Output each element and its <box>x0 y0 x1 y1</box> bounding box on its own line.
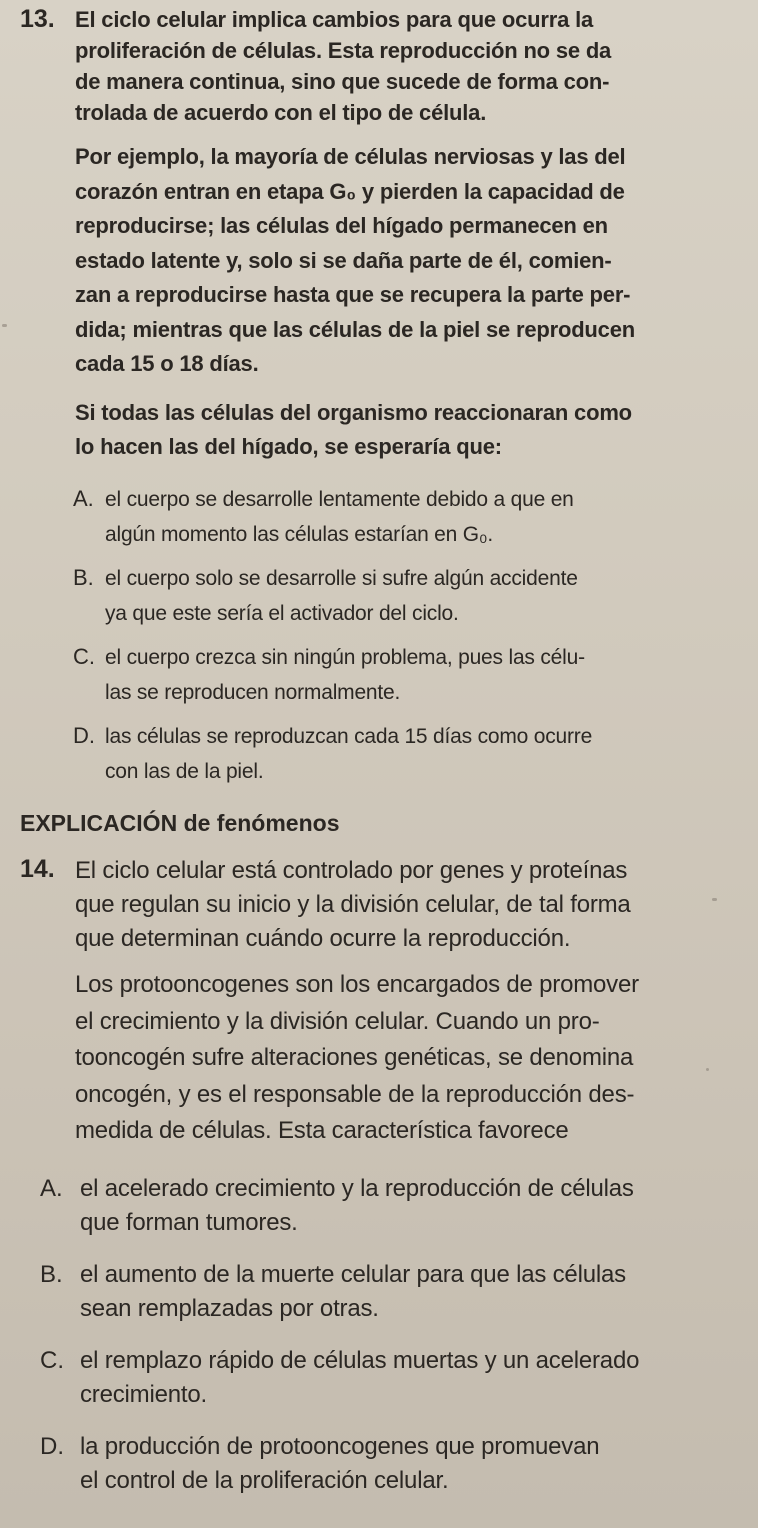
question-14-context <box>75 967 730 1150</box>
paper-speck <box>706 1068 709 1071</box>
paper-speck <box>712 898 717 901</box>
context-line: medida de células. Esta característica favorece <box>75 1117 569 1144</box>
option-line: ya que este sería el activador del ciclo. <box>105 601 459 625</box>
context-line: Los protooncogenes son los encargados de promover <box>75 971 639 998</box>
option-line: la producción de protooncogenes que promuevan <box>80 1432 600 1460</box>
stem-line: proliferación de células. Esta reproducción no se da <box>75 38 612 63</box>
stem-line: de manera continua, sino que sucede de forma con- <box>75 69 610 94</box>
question-14-options <box>40 1172 730 1498</box>
paper-speck <box>2 324 7 327</box>
example-line: cada 15 o 18 días. <box>75 351 259 376</box>
option-line: el cuerpo solo se desarrolle si sufre algún accidente <box>105 566 578 590</box>
stem-line: El ciclo celular implica cambios para que ocurra la <box>75 7 594 32</box>
option-letter: C. <box>73 643 95 669</box>
question-14 <box>20 854 730 1516</box>
question-14-stem <box>20 854 730 956</box>
question-13 <box>20 4 730 798</box>
option-line: el cuerpo se desarrolle lentamente debido a que en <box>105 487 574 511</box>
option-letter: A. <box>73 485 94 511</box>
stem-line: trolada de acuerdo con el tipo de célula. <box>75 100 487 125</box>
option-line: el control de la proliferación celular. <box>80 1466 449 1494</box>
context-line: oncogén, y es el responsable de la reproducción des- <box>75 1080 635 1108</box>
question-number: 13. <box>20 5 55 33</box>
question-13-example <box>75 140 730 382</box>
context-line: el crecimiento y la división celular. Cuando un pro- <box>75 1007 600 1035</box>
option-letter: D. <box>40 1432 64 1460</box>
option-b[interactable] <box>40 1258 730 1326</box>
option-d[interactable] <box>40 1430 730 1498</box>
option-letter: B. <box>40 1260 63 1288</box>
option-letter: D. <box>73 722 95 748</box>
prompt-line: lo hacen las del hígado, se esperaría que: <box>75 433 502 459</box>
option-line: el acelerado crecimiento y la reproducción de células <box>80 1174 634 1202</box>
option-line: las células se reproduzcan cada 15 días como ocurre <box>105 724 593 748</box>
example-line: zan a reproducirse hasta que se recupera la parte per- <box>75 282 631 307</box>
option-line: el cuerpo crezca sin ningún problema, pues las célu- <box>105 645 585 669</box>
option-line: crecimiento. <box>80 1380 207 1408</box>
option-line: algún momento las células estarían en G₀. <box>105 522 494 546</box>
option-a[interactable] <box>73 482 730 552</box>
section-heading: EXPLICACIÓN de fenómenos <box>20 810 340 836</box>
option-line: sean remplazadas por otras. <box>80 1294 379 1322</box>
stem-line: que determinan cuándo ocurre la reproducción. <box>75 925 571 952</box>
option-line: las se reproducen normalmente. <box>105 680 401 704</box>
example-line: estado latente y, solo si se daña parte de él, comien- <box>75 247 612 273</box>
option-letter: C. <box>40 1346 64 1374</box>
context-line: tooncogén sufre alteraciones genéticas, se denomina <box>75 1044 634 1071</box>
example-line: Por ejemplo, la mayoría de células nerviosas y las del <box>75 144 626 169</box>
option-a[interactable] <box>40 1172 730 1240</box>
question-13-prompt <box>75 396 730 464</box>
example-line: corazón entran en etapa G₀ y pierden la capacidad de <box>75 178 625 204</box>
prompt-line: Si todas las células del organismo reaccionaran como <box>75 399 632 425</box>
stem-line: El ciclo celular está controlado por genes y proteínas <box>75 857 628 884</box>
example-line: dida; mientras que las células de la piel se reproducen <box>75 316 635 342</box>
option-line: que forman tumores. <box>80 1208 298 1236</box>
option-letter: B. <box>73 564 94 590</box>
option-c[interactable] <box>73 640 730 710</box>
stem-line: que regulan su inicio y la división celular, de tal forma <box>75 891 631 918</box>
option-line: el aumento de la muerte celular para que las células <box>80 1260 626 1288</box>
option-line: el remplazo rápido de células muertas y un acelerado <box>80 1346 640 1374</box>
question-13-options <box>73 482 730 789</box>
question-13-stem <box>20 4 730 128</box>
question-number: 14. <box>20 855 55 883</box>
option-d[interactable] <box>73 719 730 789</box>
option-letter: A. <box>40 1174 63 1202</box>
option-line: con las de la piel. <box>105 759 264 783</box>
option-b[interactable] <box>73 561 730 631</box>
example-line: reproducirse; las células del hígado permanecen en <box>75 213 608 238</box>
option-c[interactable] <box>40 1344 730 1412</box>
